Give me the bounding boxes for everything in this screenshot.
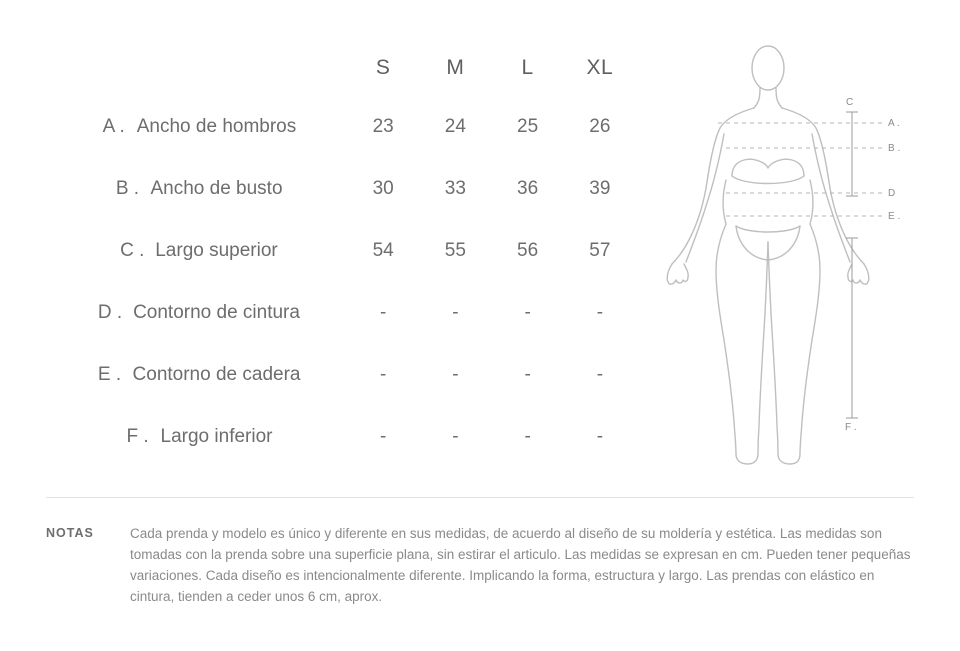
- row-label-e: [46, 344, 347, 406]
- measure-guide-lines: [718, 123, 884, 216]
- row-letter-a: A .: [102, 116, 125, 137]
- size-table-body: [46, 96, 636, 468]
- header-size-s: S: [375, 56, 391, 79]
- table-row: [46, 220, 636, 282]
- row-letter-f: F .: [126, 426, 149, 447]
- header-measure: [46, 40, 347, 96]
- size-table: [46, 40, 636, 468]
- cell-e-s: -: [379, 364, 387, 385]
- cell-a-xl: 26: [589, 116, 611, 137]
- size-table-container: [46, 40, 636, 468]
- row-label-f: [46, 406, 347, 468]
- notes-title: NOTAS: [46, 526, 94, 540]
- cell-a-m: 24: [444, 116, 466, 137]
- cell-d-m: -: [452, 302, 459, 323]
- table-row: [46, 406, 636, 468]
- cell-e-l: -: [524, 364, 531, 385]
- row-letter-c: C .: [120, 240, 145, 261]
- row-label-d: [46, 282, 347, 344]
- cell-e-m: -: [452, 364, 459, 385]
- cell-b-l: 36: [517, 178, 539, 199]
- size-table-head: [46, 40, 636, 96]
- label-f: F .: [845, 422, 857, 433]
- row-letter-b: B .: [115, 178, 140, 199]
- row-letter-d: D .: [97, 302, 123, 323]
- row-name-a: Ancho de hombros: [136, 116, 297, 137]
- table-header-row: [46, 40, 636, 96]
- label-c: C: [846, 97, 854, 108]
- table-row: [46, 344, 636, 406]
- cell-d-l: -: [524, 302, 531, 323]
- table-row: [46, 96, 636, 158]
- label-b: B .: [888, 143, 901, 154]
- row-label-c: [46, 220, 347, 282]
- cell-a-s: 23: [372, 116, 394, 137]
- cell-c-s: 54: [372, 240, 394, 261]
- row-label-b: [46, 158, 347, 220]
- female-body-outline-icon: [667, 46, 869, 464]
- row-name-f: Largo inferior: [160, 426, 273, 447]
- cell-a-l: 25: [517, 116, 539, 137]
- table-row: [46, 282, 636, 344]
- measure-bars: [846, 112, 858, 418]
- table-row: [46, 158, 636, 220]
- measurement-figure: [640, 30, 940, 470]
- cell-c-l: 56: [517, 240, 539, 261]
- cell-f-l: -: [524, 426, 531, 447]
- row-label-a: [46, 96, 347, 158]
- notes-section: [46, 524, 916, 608]
- row-name-c: Largo superior: [155, 240, 278, 261]
- header-size-xl: XL: [586, 56, 614, 79]
- cell-c-m: 55: [444, 240, 466, 261]
- row-name-d: Contorno de cintura: [133, 302, 300, 323]
- row-letter-e: E .: [97, 364, 122, 385]
- header-size-m: M: [446, 56, 465, 79]
- figure-svg: [640, 30, 940, 470]
- cell-d-s: -: [379, 302, 387, 323]
- cell-b-xl: 39: [589, 178, 611, 199]
- cell-f-s: -: [379, 426, 387, 447]
- cell-d-xl: -: [596, 302, 604, 323]
- label-d: D: [888, 188, 896, 199]
- measure-labels: [845, 97, 900, 433]
- cell-b-m: 33: [444, 178, 466, 199]
- cell-f-xl: -: [596, 426, 604, 447]
- label-a: A .: [888, 118, 900, 129]
- cell-e-xl: -: [596, 364, 604, 385]
- cell-c-xl: 57: [589, 240, 611, 261]
- cell-f-m: -: [452, 426, 459, 447]
- notes-text: Cada prenda y modelo es único y diferente en sus medidas, de acuerdo al diseño de su moldería y estética. Las medidas son tomadas con la prenda sobre una superficie plana, sin estirar el articulo. Las medidas se expresan en cm. Pueden tener pequeñas variaciones. Cada diseño es intencionalmente diferente. Implicando la forma, estructura y largo. Las prendas con elástico en cintura, tienden a ceder unos 6 cm, aprox.: [130, 526, 911, 604]
- label-e: E .: [888, 211, 901, 222]
- cell-b-s: 30: [372, 178, 394, 199]
- row-name-e: Contorno de cadera: [132, 364, 301, 385]
- row-name-b: Ancho de busto: [150, 178, 283, 199]
- section-divider: [46, 497, 914, 498]
- header-size-l: L: [521, 56, 534, 79]
